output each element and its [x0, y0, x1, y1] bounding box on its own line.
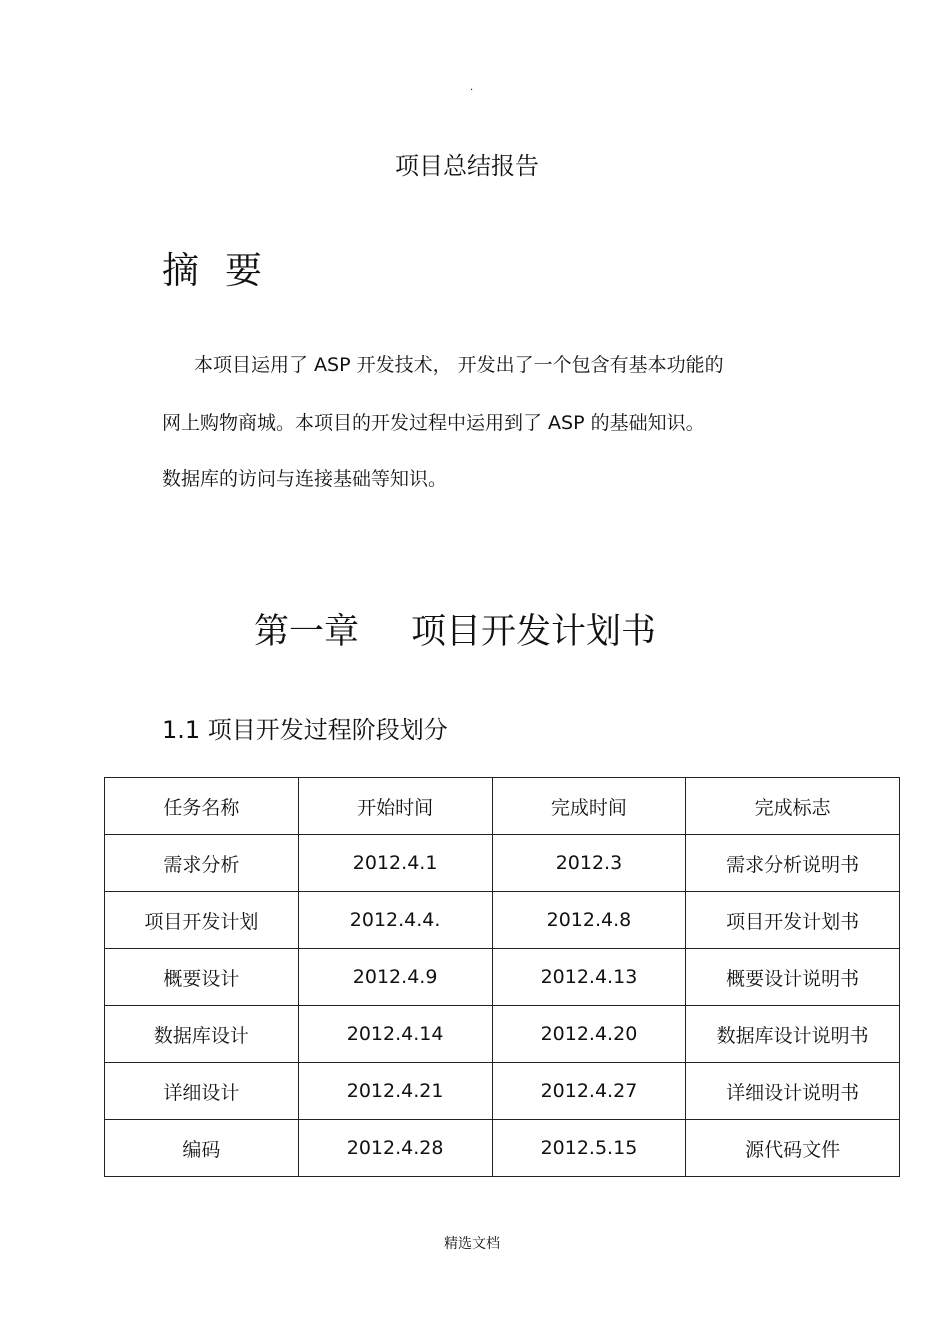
table-cell: 2012.4.13: [492, 949, 686, 1006]
abstract-line-2: 网上购物商城。本项目的开发过程中运用到了 ASP 的基础知识。: [162, 412, 705, 434]
table-cell: 2012.4.4.: [298, 892, 492, 949]
table-cell: 2012.4.27: [492, 1063, 686, 1120]
table-header-cell: 任务名称: [105, 778, 299, 835]
abstract-heading: 摘要: [162, 249, 288, 292]
document-title: 项目总结报告: [395, 152, 539, 180]
table-cell: 2012.4.20: [492, 1006, 686, 1063]
table-cell: 2012.4.21: [298, 1063, 492, 1120]
chapter-heading: [254, 604, 656, 654]
table-cell: 概要设计说明书: [686, 949, 900, 1006]
table-cell: 项目开发计划: [105, 892, 299, 949]
header-dot: .: [470, 82, 474, 93]
chapter-title: 项目开发计划书: [411, 612, 657, 652]
chapter-number: 第一章: [254, 612, 360, 652]
table-cell: 2012.4.1: [298, 835, 492, 892]
table-cell: 2012.5.15: [492, 1120, 686, 1177]
abstract-line-3: 数据库的访问与连接基础等知识。: [162, 468, 448, 490]
table-row: [105, 1006, 900, 1063]
footer-label: 精选文档: [444, 1236, 500, 1252]
table-cell: 2012.4.28: [298, 1120, 492, 1177]
table-header-row: [105, 778, 900, 835]
table-row: [105, 949, 900, 1006]
abstract-line-1: 本项目运用了 ASP 开发技术， 开发出了一个包含有基本功能的: [194, 354, 724, 376]
table-cell: 数据库设计: [105, 1006, 299, 1063]
table-cell: 2012.4.9: [298, 949, 492, 1006]
table-row: [105, 835, 900, 892]
table-header-cell: 完成标志: [686, 778, 900, 835]
table-cell: 源代码文件: [686, 1120, 900, 1177]
table-cell: 数据库设计说明书: [686, 1006, 900, 1063]
table-cell: 编码: [105, 1120, 299, 1177]
table-cell: 项目开发计划书: [686, 892, 900, 949]
table-cell: 详细设计说明书: [686, 1063, 900, 1120]
table-cell: 2012.3: [492, 835, 686, 892]
schedule-table: [104, 777, 900, 1177]
table-row: [105, 892, 900, 949]
table-header-cell: 开始时间: [298, 778, 492, 835]
table-cell: 需求分析: [105, 835, 299, 892]
table-header-cell: 完成时间: [492, 778, 686, 835]
table-cell: 概要设计: [105, 949, 299, 1006]
section-heading: 1.1 项目开发过程阶段划分: [162, 716, 448, 744]
table-cell: 详细设计: [105, 1063, 299, 1120]
table-cell: 需求分析说明书: [686, 835, 900, 892]
table-row: [105, 1120, 900, 1177]
table-cell: 2012.4.14: [298, 1006, 492, 1063]
table-cell: 2012.4.8: [492, 892, 686, 949]
table-row: [105, 1063, 900, 1120]
